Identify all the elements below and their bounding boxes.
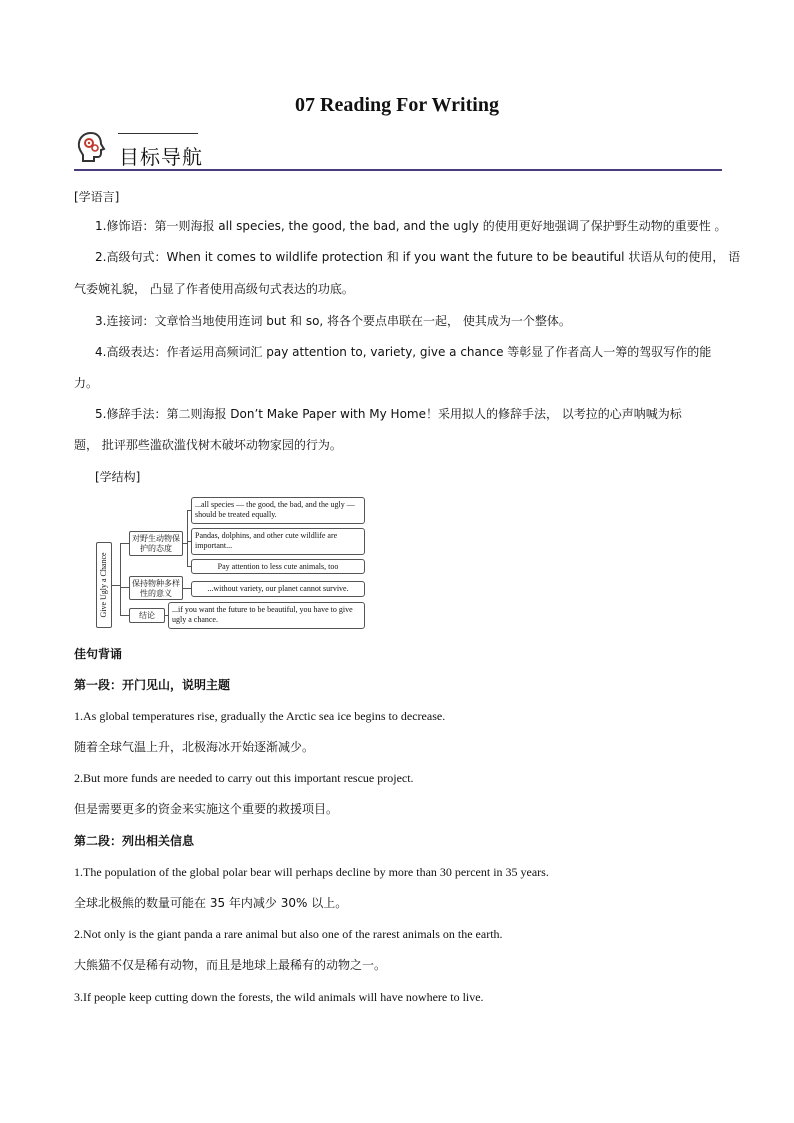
p2-sentence-2-en: 2.Not only is the giant panda a rare animal but also one of the rarest animals on the earth.: [74, 927, 503, 941]
connector: [187, 510, 188, 566]
learn-language-label: [学语言]: [74, 190, 120, 204]
leaf-give-ugly-chance: ...if you want the future to be beautiful, you have to give ugly a chance.: [168, 602, 365, 629]
p1-sentence-2-en: 2.But more funds are needed to carry out this important rescue project.: [74, 771, 414, 785]
branch-attitude: 对野生动物保护的态度: [129, 531, 183, 556]
point-4-line2: 力。: [74, 376, 99, 390]
p1-sentence-1-cn: 随着全球气温上升，北极海冰开始逐渐减少。: [74, 740, 315, 754]
branch-variety: 保持物种多样性的意义: [129, 576, 183, 600]
p2-sentence-1-en: 1.The population of the global polar bear will perhaps decline by more than 30 percent in 35 years.: [74, 865, 549, 879]
connector: [120, 615, 129, 616]
connector: [120, 543, 129, 544]
branch-conclusion: 结论: [129, 608, 165, 623]
document-title: 07 Reading For Writing: [295, 94, 499, 116]
point-3: 3.连接词：文章恰当地使用连词 but 和 so, 将各个要点串联在一起， 使其成为一个整体。: [95, 314, 571, 328]
connector: [120, 543, 121, 616]
paragraph1-heading: 第一段：开门见山，说明主题: [74, 678, 231, 692]
connector: [183, 588, 191, 589]
p2-sentence-2-cn: 大熊猫不仅是稀有动物，而且是地球上最稀有的动物之一。: [74, 958, 387, 972]
leaf-without-variety: ...without variety, our planet cannot survive.: [191, 581, 365, 597]
section-header: 目标导航: [119, 145, 203, 169]
p2-sentence-3-en: 3.If people keep cutting down the forests, the wild animals will have nowhere to live.: [74, 990, 484, 1004]
point-1: 1.修饰语：第一则海报 all species, the good, the bad, and the ugly 的使用更好地强调了保护野生动物的重要性 。: [95, 219, 727, 233]
p1-sentence-1-en: 1.As global temperatures rise, gradually the Arctic sea ice begins to decrease.: [74, 709, 446, 723]
header-short-rule: [118, 133, 198, 134]
point-2-line1: 2.高级句式：When it comes to wildlife protection 和 if you want the future to be beautiful 状语从句的使用， 语: [95, 250, 741, 264]
connector: [112, 585, 120, 586]
point-4-line1: 4.高级表达：作者运用高频词汇 pay attention to, variety, give a chance 等彰显了作者高人一筹的驾驭写作的能: [95, 345, 712, 359]
p2-sentence-1-cn: 全球北极熊的数量可能在 35 年内减少 30% 以上。: [74, 896, 348, 910]
point-2-line2: 气委婉礼貌， 凸显了作者使用高级句式表达的功底。: [74, 282, 354, 296]
header-rule: [74, 169, 722, 171]
connector: [183, 543, 187, 544]
diagram-root: [96, 542, 112, 628]
point-5-line1: 5.修辞手法：第二则海报 Don’t Make Paper with My Home！采用拟人的修辞手法， 以考拉的心声呐喊为标: [95, 407, 682, 421]
connector: [120, 587, 129, 588]
diagram-root-label: Give Ugly a Chance: [99, 552, 108, 618]
good-sentences-label: 佳句背诵: [74, 647, 123, 661]
learn-structure-label: [学结构]: [95, 470, 141, 484]
point-5-line2: 题， 批评那些滥砍滥伐树木破坏动物家园的行为。: [74, 438, 342, 452]
head-gears-icon: [74, 130, 108, 164]
leaf-pay-attention: Pay attention to less cute animals, too: [191, 559, 365, 574]
leaf-all-species: ...all species — the good, the bad, and the ugly — should be treated equally.: [191, 497, 365, 524]
paragraph2-heading: 第二段：列出相关信息: [74, 834, 195, 848]
leaf-pandas: Pandas, dolphins, and other cute wildlife are important...: [191, 528, 365, 555]
p1-sentence-2-cn: 但是需要更多的资金来实施这个重要的救援项目。: [74, 802, 339, 816]
